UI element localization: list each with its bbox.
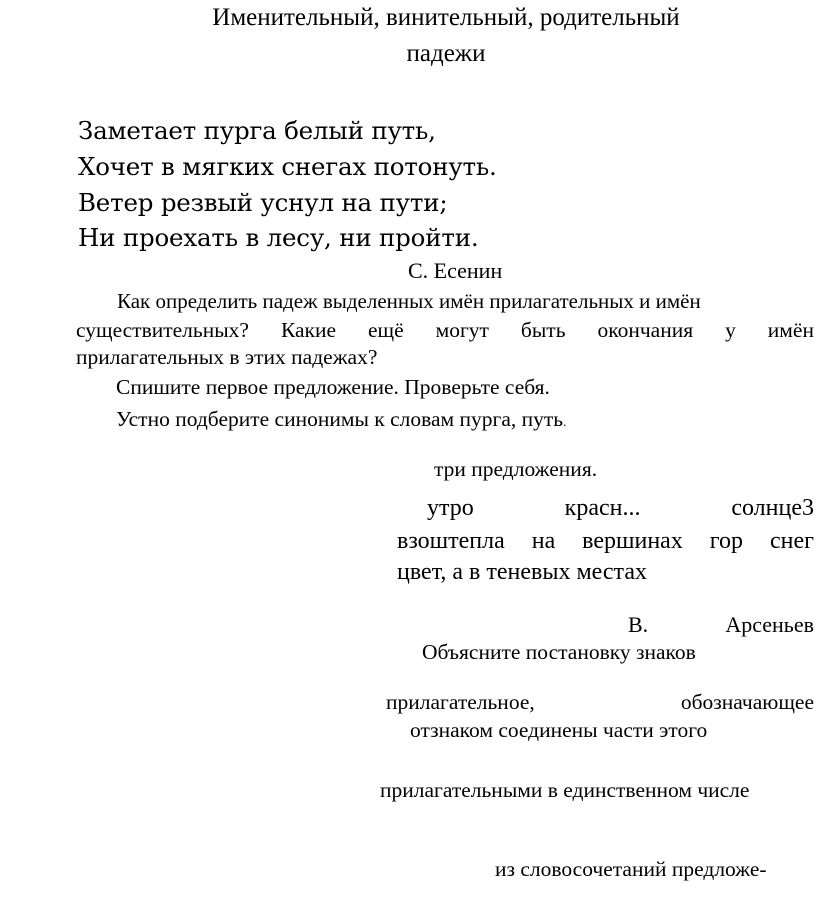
fragment-explain: Объясните постановку знаков	[422, 640, 696, 664]
task-1-word: быть	[520, 318, 566, 342]
fragment-word: обозначающее	[680, 690, 814, 714]
fragment-word: на	[531, 528, 556, 554]
fragment-sign-line: отзнаком соединены части этого	[410, 718, 708, 742]
task-1-word: существительных?	[76, 318, 249, 342]
fragment-line-b	[397, 528, 814, 555]
task-1-line-1: Как определить падеж выделенных имён прилагательных и имён	[117, 289, 701, 313]
task-1-word: могут	[435, 318, 489, 342]
fragment-word: солнце3	[731, 495, 814, 521]
fragment-word: утро	[427, 495, 474, 521]
task-3-text: Устно подберите синонимы к словам пурга, путь	[116, 407, 564, 431]
page-title-line-1: Именительный, винительный, родительный	[212, 4, 680, 31]
fragment-three-sentences: три предложения.	[434, 457, 598, 481]
task-1-word: окончания	[597, 318, 694, 342]
fragment-word: В.	[628, 612, 649, 637]
poem-line-1: Заметает пурга белый путь,	[78, 116, 436, 145]
task-1-word: имён	[767, 318, 814, 342]
page-title-line-2: падежи	[406, 40, 486, 67]
fragment-word: снег	[770, 528, 814, 554]
task-3-dot: .	[563, 414, 567, 429]
fragment-phrases-line: из словосочетаний предложе-	[495, 857, 767, 881]
fragment-word: вершинах	[582, 528, 683, 554]
poem-line-2: Хочет в мягких снегах потонуть.	[78, 152, 497, 181]
fragment-word: взоштепла	[397, 528, 505, 554]
fragment-author	[628, 612, 814, 638]
poem-line-3: Ветер резвый уснул на пути;	[78, 188, 448, 217]
task-2: Спишите первое предложение. Проверьте себя.	[116, 375, 550, 399]
task-1-line-3: прилагательных в этих падежах?	[76, 345, 378, 369]
fragment-line-c: цвет, а в теневых местах	[397, 559, 647, 585]
poem-line-4: Ни проехать в лесу, ни пройти.	[78, 223, 479, 252]
task-1-word: у	[725, 318, 736, 342]
task-1-line-2	[76, 318, 814, 343]
fragment-word: прилагательное,	[386, 690, 535, 714]
fragment-adjective-line	[386, 690, 814, 715]
fragment-word: Арсеньев	[725, 612, 814, 637]
fragment-word: гор	[709, 528, 744, 554]
task-3	[116, 407, 566, 432]
poem-author: С. Есенин	[408, 258, 503, 283]
task-1-word: ещё	[368, 318, 404, 342]
fragment-word: красн...	[564, 495, 641, 521]
task-1-word: Какие	[280, 318, 337, 342]
fragment-line-a	[427, 495, 814, 522]
fragment-singular-line: прилагательными в единственном числе	[380, 778, 750, 802]
